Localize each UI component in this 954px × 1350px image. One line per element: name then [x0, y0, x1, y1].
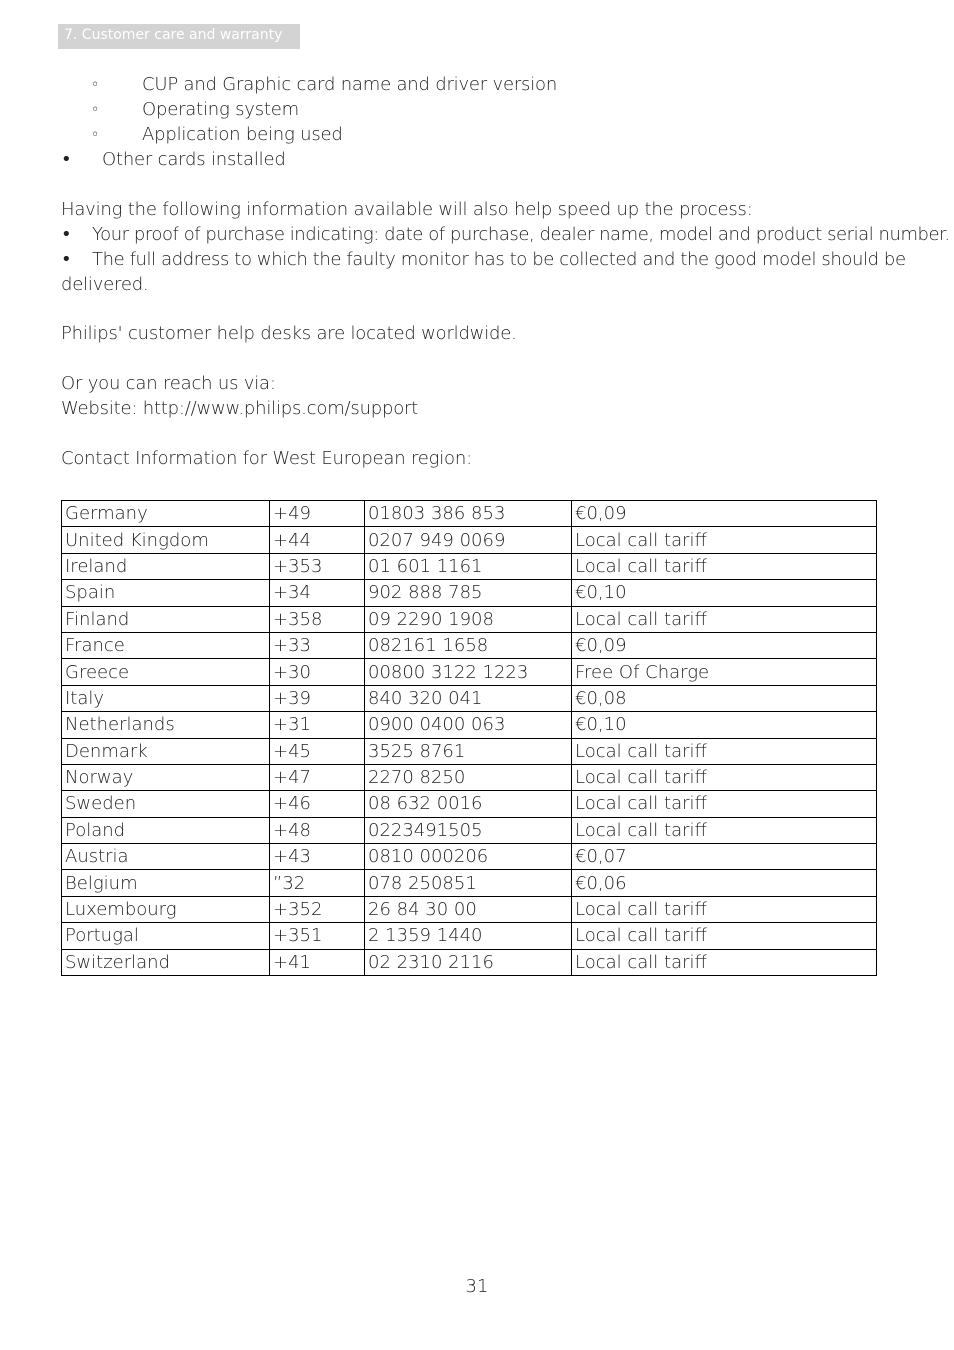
- country-cell: Finland: [62, 606, 270, 632]
- table-row: [62, 844, 877, 870]
- phone-number-cell: 01 601 1161: [365, 553, 572, 579]
- country-code-cell: +358: [270, 606, 365, 632]
- country-code-cell: +353: [270, 553, 365, 579]
- table-row: [62, 764, 877, 790]
- table-row: [62, 870, 877, 896]
- country-cell: Sweden: [62, 791, 270, 817]
- tariff-cell: €0,06: [572, 870, 877, 896]
- phone-number-cell: 0223491505: [365, 817, 572, 843]
- contact-table: [61, 500, 877, 976]
- bullet-marker: •: [61, 224, 72, 245]
- country-code-cell: +48: [270, 817, 365, 843]
- country-code-cell: +46: [270, 791, 365, 817]
- reach-us-text: Or you can reach us via:: [61, 373, 276, 394]
- country-code-cell: +49: [270, 501, 365, 527]
- country-cell: Italy: [62, 685, 270, 711]
- phone-number-cell: 082161 1658: [365, 632, 572, 658]
- phone-number-cell: 02 2310 2116: [365, 949, 572, 975]
- country-code-cell: +351: [270, 923, 365, 949]
- table-row: [62, 791, 877, 817]
- country-code-cell: +47: [270, 764, 365, 790]
- country-cell: Spain: [62, 580, 270, 606]
- contact-heading: Contact Information for West European region:: [61, 448, 472, 469]
- bullet-marker: •: [61, 249, 72, 270]
- country-cell: France: [62, 632, 270, 658]
- country-cell: Portugal: [62, 923, 270, 949]
- country-code-cell: +43: [270, 844, 365, 870]
- phone-number-cell: 078 250851: [365, 870, 572, 896]
- phone-number-cell: 0900 0400 063: [365, 712, 572, 738]
- tariff-cell: Local call tariff: [572, 764, 877, 790]
- table-row: [62, 923, 877, 949]
- country-code-cell: +34: [270, 580, 365, 606]
- sub-bullet-marker: ◦: [91, 127, 100, 143]
- phone-number-cell: 09 2290 1908: [365, 606, 572, 632]
- country-cell: United Kingdom: [62, 527, 270, 553]
- tariff-cell: Local call tariff: [572, 949, 877, 975]
- table-row: [62, 712, 877, 738]
- table-row: [62, 685, 877, 711]
- country-code-cell: +33: [270, 632, 365, 658]
- tariff-cell: Local call tariff: [572, 527, 877, 553]
- country-code-cell: +30: [270, 659, 365, 685]
- tariff-cell: €0,09: [572, 632, 877, 658]
- website-text: Website: http://www.philips.com/support: [61, 398, 419, 419]
- phone-number-cell: 3525 8761: [365, 738, 572, 764]
- phone-number-cell: 0207 949 0069: [365, 527, 572, 553]
- intro-text: Having the following information available will also help speed up the process:: [61, 199, 753, 220]
- country-cell: Switzerland: [62, 949, 270, 975]
- table-row: [62, 527, 877, 553]
- tariff-cell: Local call tariff: [572, 791, 877, 817]
- tariff-cell: Local call tariff: [572, 553, 877, 579]
- phone-number-cell: 00800 3122 1223: [365, 659, 572, 685]
- country-code-cell: +44: [270, 527, 365, 553]
- page-number: 31: [465, 1276, 489, 1297]
- table-row: [62, 606, 877, 632]
- other-cards-item: Other cards installed: [102, 149, 286, 170]
- phone-number-cell: 26 84 30 00: [365, 896, 572, 922]
- tariff-cell: Local call tariff: [572, 606, 877, 632]
- country-code-cell: +41: [270, 949, 365, 975]
- tariff-cell: Free Of Charge: [572, 659, 877, 685]
- country-cell: Luxembourg: [62, 896, 270, 922]
- country-cell: Belgium: [62, 870, 270, 896]
- table-row: [62, 659, 877, 685]
- country-cell: Austria: [62, 844, 270, 870]
- tariff-cell: €0,09: [572, 501, 877, 527]
- table-row: [62, 501, 877, 527]
- help-desks-text: Philips' customer help desks are located worldwide.: [61, 323, 517, 344]
- country-cell: Germany: [62, 501, 270, 527]
- tariff-cell: Local call tariff: [572, 738, 877, 764]
- sub-bullet-marker: ◦: [91, 102, 100, 118]
- sub-list-item: Application being used: [142, 124, 343, 145]
- sub-bullet-marker: ◦: [91, 77, 100, 93]
- table-row: [62, 738, 877, 764]
- country-cell: Netherlands: [62, 712, 270, 738]
- address-item-line2: delivered.: [61, 274, 149, 295]
- bullet-marker: •: [61, 149, 72, 170]
- sub-list-item: CUP and Graphic card name and driver version: [142, 74, 558, 95]
- address-item-line1: The full address to which the faulty monitor has to be collected and the good model should be: [92, 249, 906, 270]
- tariff-cell: €0,10: [572, 580, 877, 606]
- country-cell: Greece: [62, 659, 270, 685]
- table-row: [62, 949, 877, 975]
- phone-number-cell: 2 1359 1440: [365, 923, 572, 949]
- country-cell: Denmark: [62, 738, 270, 764]
- tariff-cell: Local call tariff: [572, 817, 877, 843]
- phone-number-cell: 08 632 0016: [365, 791, 572, 817]
- section-header-tab: 7. Customer care and warranty: [58, 24, 300, 49]
- country-cell: Ireland: [62, 553, 270, 579]
- country-cell: Poland: [62, 817, 270, 843]
- tariff-cell: €0,07: [572, 844, 877, 870]
- phone-number-cell: 902 888 785: [365, 580, 572, 606]
- phone-number-cell: 2270 8250: [365, 764, 572, 790]
- country-code-cell: +31: [270, 712, 365, 738]
- phone-number-cell: 01803 386 853: [365, 501, 572, 527]
- country-code-cell: ”32: [270, 870, 365, 896]
- table-row: [62, 896, 877, 922]
- tariff-cell: Local call tariff: [572, 896, 877, 922]
- phone-number-cell: 840 320 041: [365, 685, 572, 711]
- country-code-cell: +39: [270, 685, 365, 711]
- proof-of-purchase-item: Your proof of purchase indicating: date of purchase, dealer name, model and product serial number.: [92, 224, 950, 245]
- table-row: [62, 553, 877, 579]
- country-code-cell: +352: [270, 896, 365, 922]
- phone-number-cell: 0810 000206: [365, 844, 572, 870]
- tariff-cell: €0,08: [572, 685, 877, 711]
- table-row: [62, 580, 877, 606]
- country-cell: Norway: [62, 764, 270, 790]
- country-code-cell: +45: [270, 738, 365, 764]
- table-row: [62, 632, 877, 658]
- table-row: [62, 817, 877, 843]
- tariff-cell: €0,10: [572, 712, 877, 738]
- sub-list-item: Operating system: [142, 99, 299, 120]
- tariff-cell: Local call tariff: [572, 923, 877, 949]
